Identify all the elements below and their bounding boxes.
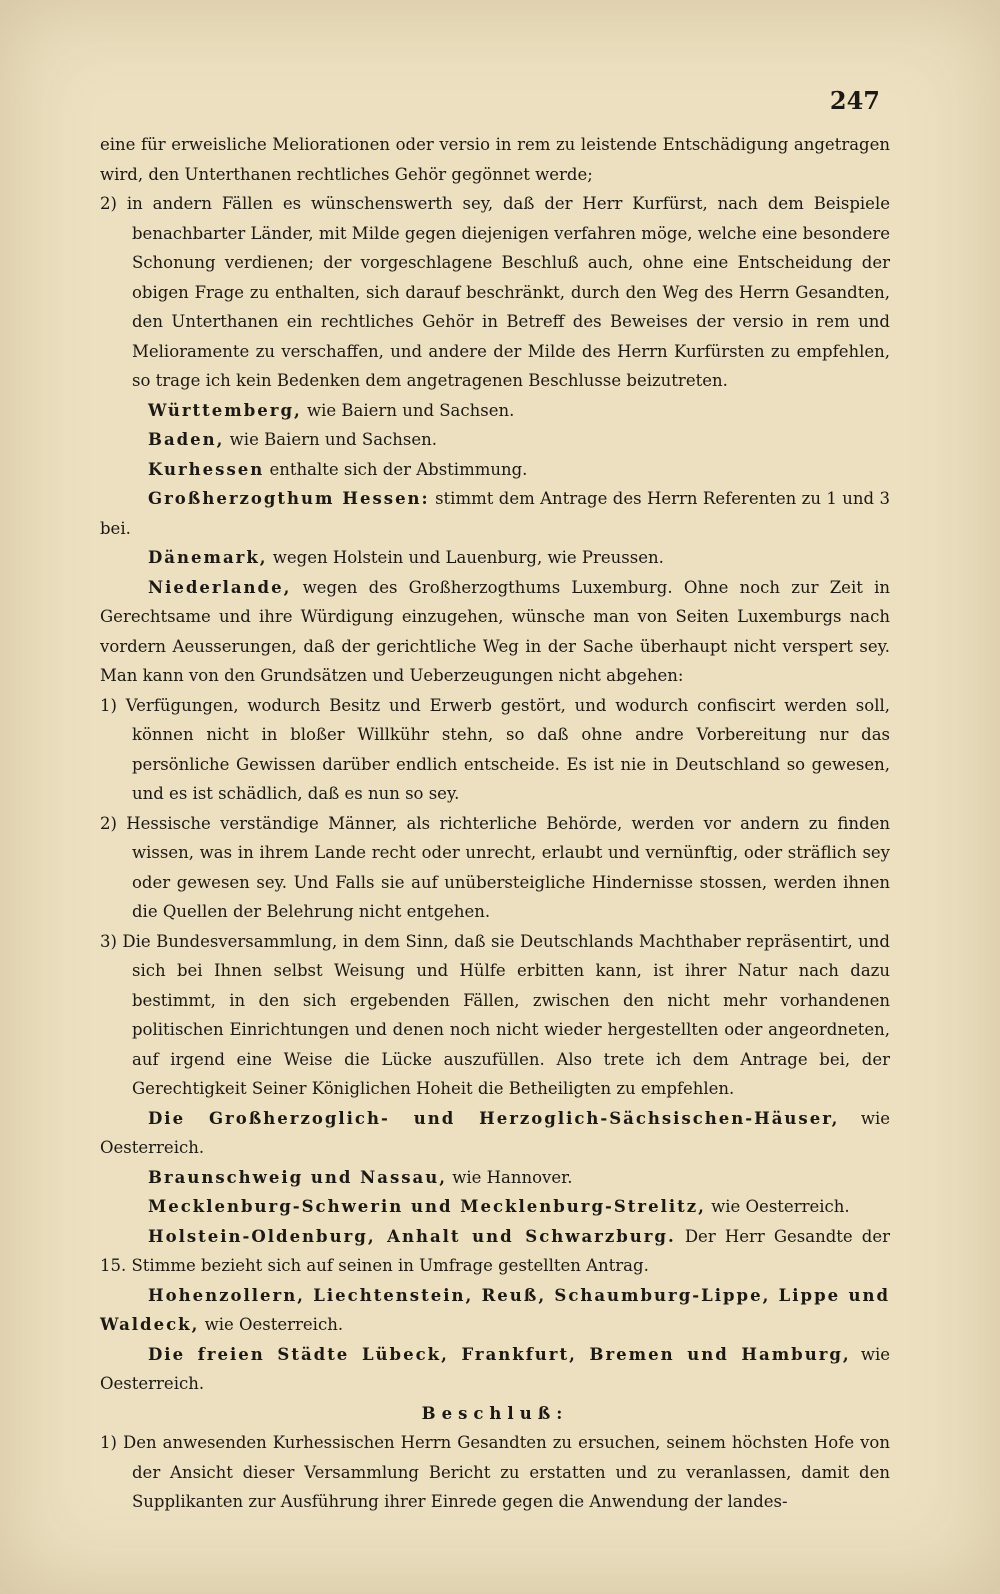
vote-paragraph bbox=[100, 1281, 890, 1340]
numbered-item bbox=[100, 189, 890, 396]
vote-text: enthalte sich der Abstimmung. bbox=[269, 459, 528, 479]
paragraph-text: 1) Den anwesenden Kurhessischen Herrn Gesandten zu ersuchen, seinem höchsten Hofe von der Ansicht dieser Versammlung Bericht zu erstatten und zu veranlassen, damit den Supplikanten zur Ausführung ihrer Einrede gegen die Anwendung der landes- bbox=[100, 1433, 890, 1511]
state-name: Die freien Städte Lübeck, Frankfurt, Bremen und Hamburg, bbox=[148, 1344, 851, 1364]
numbered-item bbox=[100, 809, 890, 927]
state-name: Braunschweig und Nassau, bbox=[148, 1167, 447, 1187]
state-name: Württemberg, bbox=[148, 400, 302, 420]
state-name: Dänemark, bbox=[148, 548, 268, 567]
vote-paragraph bbox=[100, 1163, 890, 1193]
paragraph-text: 3) Die Bundesversammlung, in dem Sinn, daß sie Deutschlands Machthaber repräsentirt, und sich bei Ihnen selbst Weisung und Hülfe erbitten kann, ist ihrer Natur nach dazu bestimmt, in den sich ergebenden Fällen, zwischen den nicht mehr vorhandenen politischen Einrichtungen und denen noch nicht wieder hergestellten oder angeordneten, auf irgend eine Weise die Lücke auszufüllen. Also trete ich dem Antrage bei, der Gerechtigkeit Seiner Königlichen Hoheit die Betheiligten zu empfehlen. bbox=[100, 931, 890, 1098]
vote-text: wie Oesterreich. bbox=[100, 1344, 890, 1393]
vote-paragraph bbox=[100, 425, 890, 455]
vote-paragraph bbox=[100, 1222, 890, 1281]
vote-paragraph bbox=[100, 396, 890, 426]
state-name: Mecklenburg-Schwerin und Mecklenburg-Strelitz, bbox=[148, 1197, 706, 1216]
state-name: Niederlande, bbox=[148, 577, 292, 597]
vote-text: wie Baiern und Sachsen. bbox=[229, 430, 438, 449]
vote-paragraph bbox=[100, 1104, 890, 1163]
paragraph-text: 2) Hessische verständige Männer, als richterliche Behörde, werden vor andern zu finden wissen, was in ihrem Lande recht oder unrecht, erlaubt und vernünftig, oder sträflich sey oder gewesen sey. Und Falls sie auf unübersteigliche Hindernisse stossen, werden ihnen die Quellen der Belehrung nicht entgehen. bbox=[100, 813, 890, 921]
vote-text: wegen des Großherzogthums Luxemburg. Ohne noch zur Zeit in Gerechtsame und ihre Würdigung einzugehen, wünsche man von Seiten Luxemburgs nach vordern Aeusserungen, daß der gerichtliche Weg in der Sache überhaupt nicht verspert sey. Man kann von den Grundsätzen und Ueberzeugungen nicht abgehen: bbox=[100, 577, 890, 685]
document-body bbox=[100, 130, 890, 1517]
vote-text: wie Oesterreich. bbox=[204, 1315, 344, 1334]
vote-paragraph bbox=[100, 543, 890, 573]
vote-paragraph bbox=[100, 455, 890, 485]
resolution-heading: Beschluß: bbox=[421, 1403, 569, 1423]
numbered-item bbox=[100, 1428, 890, 1517]
vote-paragraph bbox=[100, 573, 890, 691]
vote-paragraph bbox=[100, 1192, 890, 1222]
vote-text: stimmt dem Antrage des Herrn Referenten zu 1 und 3 bei. bbox=[100, 489, 890, 538]
vote-text: wie Hannover. bbox=[452, 1167, 573, 1187]
paragraph-text: eine für erweisliche Meliorationen oder versio in rem zu leistende Entschädigung angetragen wird, den Unterthanen rechtliches Gehör gegönnet werde; bbox=[100, 135, 890, 184]
numbered-item bbox=[100, 927, 890, 1104]
numbered-item bbox=[100, 691, 890, 809]
vote-text: wie Baiern und Sachsen. bbox=[307, 400, 515, 420]
state-name: Holstein-Oldenburg, Anhalt und Schwarzburg. bbox=[148, 1226, 676, 1246]
state-name: Die Großherzoglich- und Herzoglich-Sächsischen-Häuser, bbox=[148, 1108, 840, 1128]
state-name: Kurhessen bbox=[148, 459, 265, 479]
paragraph-text: 2) in andern Fällen es wünschenswerth sey, daß der Herr Kurfürst, nach dem Beispiele benachbarter Länder, mit Milde gegen diejenigen verfahren möge, welche eine besondere Schonung verdienen; der vorgeschlagene Beschluß auch, ohne eine Entscheidung der obigen Frage zu enthalten, sich darauf beschränkt, durch den Weg des Herrn Gesandten, den Unterthanen ein rechtliches Gehör in Betreff des Beweises der versio in rem und Melioramente zu verschaffen, und andere der Milde des Herrn Kurfürsten zu empfehlen, so trage ich kein Bedenken dem angetragenen Beschlusse beizutreten. bbox=[100, 194, 890, 390]
state-name: Großherzogthum Hessen: bbox=[148, 489, 430, 508]
paragraph-text: 1) Verfügungen, wodurch Besitz und Erwerb gestört, und wodurch confiscirt werden soll, können nicht in bloßer Willkühr stehn, so daß ohne andre Vorbereitung nur das persönliche Gewissen darüber endlich entscheide. Es ist nie in Deutschland so gewesen, und es ist schädlich, daß es nun so sey. bbox=[100, 695, 890, 803]
vote-text: wegen Holstein und Lauenburg, wie Preussen. bbox=[272, 548, 664, 567]
vote-paragraph bbox=[100, 484, 890, 543]
vote-text: Der Herr Gesandte der 15. Stimme bezieht sich auf seinen in Umfrage gestellten Antrag. bbox=[100, 1226, 890, 1275]
paragraph bbox=[100, 130, 890, 189]
page-number: 247 bbox=[829, 86, 880, 115]
vote-text: wie Oesterreich. bbox=[711, 1197, 850, 1216]
state-name: Hohenzollern, Liechtenstein, Reuß, Schaumburg-Lippe, Lippe und Waldeck, bbox=[100, 1285, 890, 1334]
vote-paragraph bbox=[100, 1340, 890, 1399]
vote-text: wie Oesterreich. bbox=[100, 1108, 890, 1157]
state-name: Baden, bbox=[148, 430, 225, 449]
